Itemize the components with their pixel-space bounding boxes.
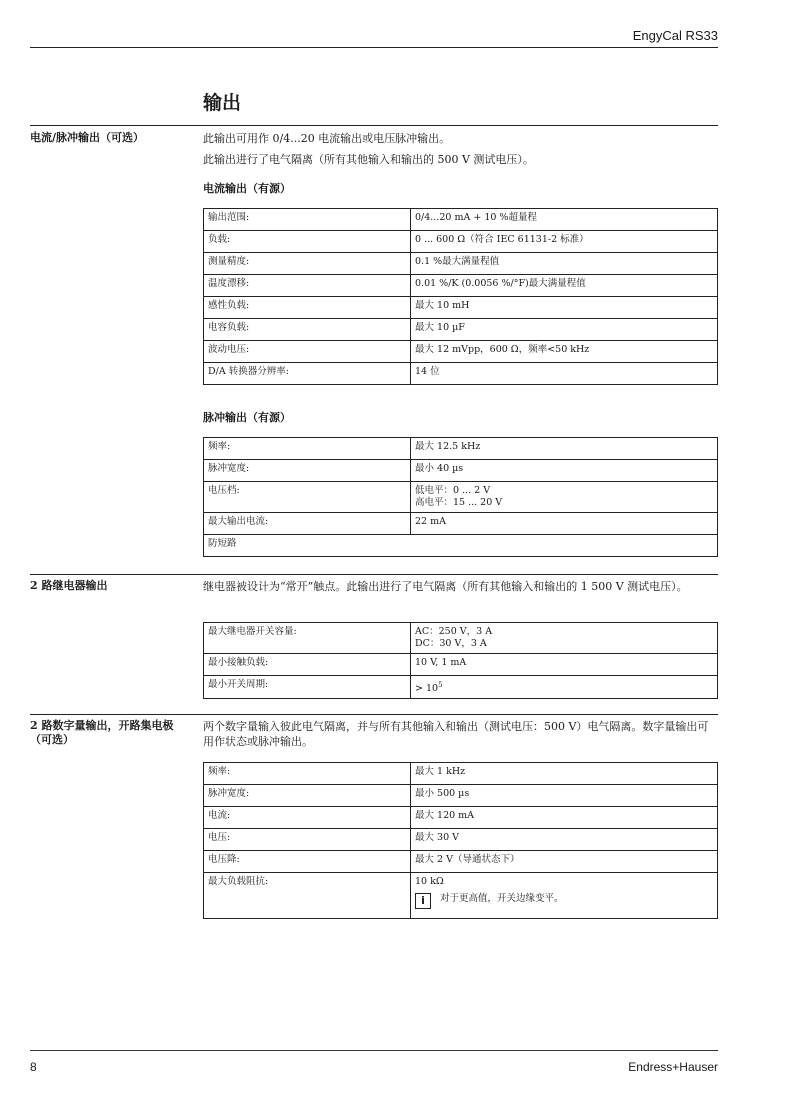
row-key: 波动电压: (204, 341, 411, 363)
row-key: 最大输出电流: (204, 513, 411, 535)
document-title: EngyCal RS33 (632, 28, 718, 43)
row-value: 最大 30 V (411, 829, 718, 851)
row-value: 0.1 %最大满量程值 (411, 253, 718, 275)
row-value: 22 mA (411, 513, 718, 535)
note-text: 对于更高值，开关边缘变平。 (440, 893, 564, 904)
table-row (204, 297, 718, 319)
table-row (204, 209, 718, 231)
value-line: 低电平：0 ... 2 V (415, 485, 491, 496)
row-value: 14 位 (411, 363, 718, 385)
row-key: 电压: (204, 829, 411, 851)
row-key: 脉冲宽度: (204, 785, 411, 807)
row-value: 最大 1 kHz (411, 763, 718, 785)
table-row (204, 873, 718, 919)
footer-rule (30, 1050, 718, 1051)
subheading-pulse-output: 脉冲输出（有源） (203, 411, 291, 424)
row-value: 最大 10 µF (411, 319, 718, 341)
table-row (204, 460, 718, 482)
row-key: 输出范围: (204, 209, 411, 231)
digital-table (203, 762, 718, 919)
row-value: 0.01 %/K (0.0056 %/°F)最大满量程值 (411, 275, 718, 297)
section-rule-digital (30, 714, 718, 715)
table-row (204, 623, 718, 654)
row-value: 10 V, 1 mA (411, 654, 718, 676)
intro-line-1: 此输出可用作 0/4...20 电流输出或电压脉冲输出。 (203, 132, 451, 145)
row-value: 0/4...20 mA + 10 %超量程 (411, 209, 718, 231)
row-value (411, 873, 718, 919)
row-key: 频率: (204, 763, 411, 785)
row-key: 电流: (204, 807, 411, 829)
table-row (204, 231, 718, 253)
table-row (204, 438, 718, 460)
row-key: 频率: (204, 438, 411, 460)
side-label-current-pulse: 电流/脉冲输出（可选） (30, 131, 145, 144)
row-key: 测量精度: (204, 253, 411, 275)
relay-intro: 继电器被设计为“常开”触点。此输出进行了电气隔离（所有其他输入和输出的 1 500 V 测试电压）。 (203, 580, 688, 593)
row-value: 最大 10 mH (411, 297, 718, 319)
value-line: 高电平：15 ... 20 V (415, 497, 503, 508)
table-row (204, 341, 718, 363)
table-row (204, 654, 718, 676)
row-value: 最大 12.5 kHz (411, 438, 718, 460)
table-row (204, 763, 718, 785)
row-key: 最小接触负载: (204, 654, 411, 676)
row-key: 防短路 (204, 535, 718, 557)
page-title: 输出 (203, 92, 242, 114)
row-value: 最大 2 V（导通状态下） (411, 851, 718, 873)
table-row (204, 807, 718, 829)
table-row (204, 319, 718, 341)
brand-name: Endress+Hauser (628, 1060, 718, 1074)
row-value: 最小 500 µs (411, 785, 718, 807)
digital-intro: 两个数字量输入彼此电气隔离，并与所有其他输入和输出（测试电压：500 V）电气隔离。数字量输出可用作状态或脉冲输出。 (203, 720, 709, 748)
side-label-digital: 2 路数字量输出，开路集电极（可选） (30, 719, 174, 746)
value-text: > 10 (415, 683, 439, 695)
row-key: 脉冲宽度: (204, 460, 411, 482)
row-key: D/A 转换器分辨率: (204, 363, 411, 385)
table-row (204, 785, 718, 807)
row-value (411, 482, 718, 513)
table-row (204, 851, 718, 873)
table-row (204, 482, 718, 513)
value-line: AC：250 V，3 A (415, 626, 493, 637)
info-note (415, 893, 713, 909)
pulse-output-table (203, 437, 718, 557)
row-value: 最大 120 mA (411, 807, 718, 829)
row-value: 0 ... 600 Ω（符合 IEC 61131-2 标准） (411, 231, 718, 253)
row-key: 最大负载阻抗: (204, 873, 411, 919)
current-output-table (203, 208, 718, 385)
row-key: 感性负载: (204, 297, 411, 319)
section-rule-current (30, 125, 718, 126)
subheading-current-output: 电流输出（有源） (203, 182, 291, 195)
row-key: 最大继电器开关容量: (204, 623, 411, 654)
row-key: 最小开关周期: (204, 676, 411, 699)
section-rule-relay (30, 574, 718, 575)
side-label-relay: 2 路继电器输出 (30, 579, 108, 592)
row-value: 最大 12 mVpp，600 Ω，频率<50 kHz (411, 341, 718, 363)
table-row (204, 676, 718, 699)
row-key: 温度漂移: (204, 275, 411, 297)
info-icon: i (415, 893, 431, 909)
row-key: 电压档: (204, 482, 411, 513)
value-line: DC：30 V，3 A (415, 638, 487, 649)
table-row (204, 253, 718, 275)
table-row (204, 363, 718, 385)
table-row (204, 513, 718, 535)
table-row (204, 275, 718, 297)
value-line: 10 kΩ (415, 876, 444, 887)
intro-line-2: 此输出进行了电气隔离（所有其他输入和输出的 500 V 测试电压）。 (203, 153, 534, 166)
row-key: 负载: (204, 231, 411, 253)
relay-table (203, 622, 718, 699)
row-key: 电容负载: (204, 319, 411, 341)
row-value: 最小 40 µs (411, 460, 718, 482)
value-exponent: 5 (438, 681, 443, 689)
table-row (204, 829, 718, 851)
row-value (411, 623, 718, 654)
header-rule (30, 47, 718, 48)
table-row (204, 535, 718, 557)
row-value (411, 676, 718, 699)
row-key: 电压降: (204, 851, 411, 873)
page-number: 8 (30, 1060, 37, 1074)
